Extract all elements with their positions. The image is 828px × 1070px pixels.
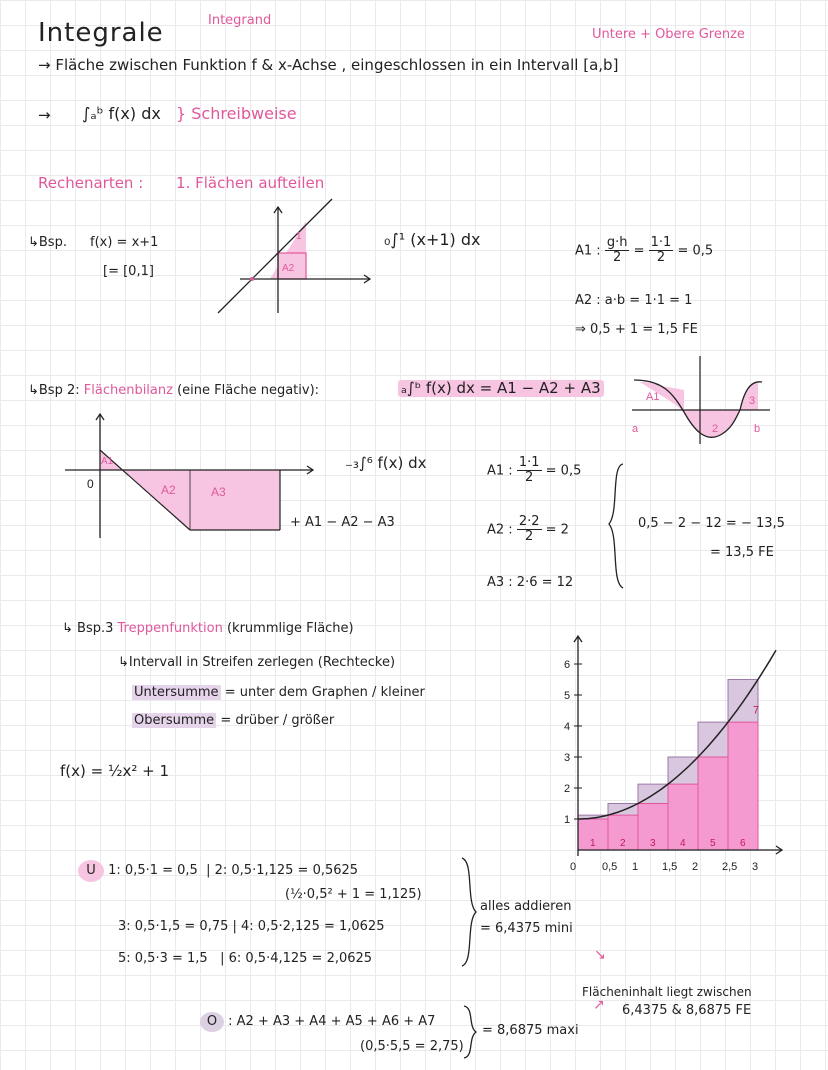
bsp2-title-a: ↳Bsp 2: — [28, 383, 80, 398]
bsp1-a1-frac1: $\frac{g\cdot h}{2}$ — [606, 235, 628, 266]
conclusion-arrow-down: ↘ — [594, 947, 606, 963]
bsp3-step: ↳Intervall in Streifen zerlegen (Rechtecke) — [118, 655, 396, 670]
bsp2-a1: A1 : $\frac{1\cdot 1}{2}$ = 0,5 — [487, 455, 582, 486]
notation-label: } Schreibweise — [176, 104, 297, 123]
integrand-note: Integrand — [208, 13, 272, 28]
obersumme-line: O : A2 + A3 + A4 + A5 + A6 + A7 — [200, 1012, 435, 1032]
bsp2-mini-3: 3 — [749, 395, 756, 407]
bsp1-total: ⇒ 0,5 + 1 = 1,5 FE — [575, 322, 698, 337]
obersumme-brace — [460, 1004, 480, 1060]
obersumme-term: Obersumme — [134, 713, 215, 728]
riemann-sum-chart — [548, 628, 798, 878]
bsp2-result2: = 13,5 FE — [710, 545, 774, 560]
bsp3-function: f(x) = ½x² + 1 — [60, 762, 170, 780]
notation-arrow: → — [38, 106, 51, 124]
bsp1-graph — [210, 195, 380, 320]
definition-text: → Fläche zwischen Funktion f & x-Achse , eingeschlossen in ein Intervall [a,b] — [38, 56, 619, 74]
bsp1-function: f(x) = x+1 — [90, 235, 159, 250]
bsp2-mini-b: b — [754, 423, 761, 435]
bsp1-a2: A2 : a·b = 1·1 = 1 — [575, 293, 693, 308]
page-title: Integrale — [38, 18, 164, 48]
strip-label: 5 — [710, 838, 716, 849]
bsp2-result1: 0,5 − 2 − 12 = − 13,5 — [638, 516, 785, 531]
untersumme-line2: 3: 0,5·1,5 = 0,75 | 4: 0,5·2,125 = 1,0625 — [118, 919, 385, 934]
bsp3-untersumme — [132, 686, 425, 699]
untersumme-term: Untersumme — [134, 685, 219, 700]
bsp2-title — [28, 384, 319, 397]
bsp3-title-b: Treppenfunktion — [117, 621, 223, 636]
bsp2-label-a1: A1 — [101, 456, 114, 467]
bounds-note: Untere + Obere Grenze — [592, 27, 745, 42]
strip-label: 7 — [753, 704, 760, 717]
x-tick-label: 0 — [570, 861, 577, 873]
bsp1-interval: [= [0,1] — [103, 264, 154, 279]
bsp2-mini-2: 2 — [712, 423, 719, 435]
strip-label: 3 — [650, 838, 656, 849]
bsp2-sign-note: + A1 − A2 − A3 — [290, 515, 395, 530]
bsp2-a2: A2 : $\frac{2\cdot 2}{2}$ = 2 — [487, 514, 569, 545]
conclusion-line2: 6,4375 & 8,6875 FE — [622, 1003, 752, 1018]
y-tick-label: 5 — [564, 690, 571, 702]
conclusion-line1: Flächeninhalt liegt zwischen — [582, 985, 752, 999]
x-tick-label: 1 — [632, 861, 639, 873]
bsp2-title-b: Flächenbilanz — [83, 383, 173, 398]
bsp2-mini-a1: A1 — [646, 391, 660, 403]
untersumme-bar — [728, 722, 758, 850]
bsp2-title-c: (eine Fläche negativ): — [177, 383, 320, 398]
obersumme-result: = 8,6875 maxi — [482, 1023, 579, 1038]
bsp2-graph — [65, 410, 325, 540]
bsp1-label: ↳Bsp. — [28, 235, 67, 250]
y-tick-label: 4 — [564, 721, 571, 733]
untersumme-note2: = 6,4375 mini — [480, 921, 573, 936]
obersumme-sub: (0,5·5,5 = 2,75) — [360, 1039, 464, 1054]
bsp2-label-a3: A3 — [211, 485, 226, 499]
bsp1-a1-result: = 0,5 — [677, 243, 714, 259]
bsp1-label-a2: A2 — [282, 263, 295, 274]
y-tick-label: 1 — [564, 814, 571, 826]
x-tick-label: 2,5 — [722, 861, 738, 873]
bsp2-mini-a: a — [632, 423, 639, 435]
untersumme-line3: 5: 0,5·3 = 1,5 | 6: 0,5·4,125 = 2,0625 — [118, 951, 373, 966]
bsp3-obersumme — [132, 714, 334, 727]
untersumme-line1: U 1: 0,5·1 = 0,5 | 2: 0,5·1,125 = 0,5625 — [78, 860, 358, 882]
bsp2-origin: 0 — [87, 477, 94, 491]
untersumme-bar — [698, 757, 728, 850]
bsp1-a1: A1 : $\frac{g\cdot h}{2}$ = $\frac{1\cdot 1}{2}$ = 0,5 — [575, 235, 714, 266]
untersumme-sub: (½·0,5² + 1 = 1,125) — [285, 887, 422, 902]
untersumme-desc: = unter dem Graphen / kleiner — [224, 685, 425, 700]
untersumme-badge: U — [78, 860, 104, 882]
y-tick-label: 2 — [564, 783, 571, 795]
obersumme-desc: = drüber / größer — [220, 713, 335, 728]
strip-label: 4 — [680, 838, 686, 849]
x-tick-label: 0,5 — [602, 861, 618, 873]
bsp1-label-1: 1 — [296, 231, 302, 242]
y-tick-label: 6 — [564, 659, 571, 671]
x-tick-label: 3 — [752, 861, 759, 873]
obersumme-badge: O — [200, 1012, 224, 1032]
bsp2-a3: A3 : 2·6 = 12 — [487, 575, 574, 590]
section1-title-b: 1. Flächen aufteilen — [176, 174, 325, 192]
conclusion-arrow-up: ↗ — [593, 997, 605, 1013]
bsp2-formula: ₐ∫ᵇ f(x) dx = A1 − A2 + A3 — [398, 380, 604, 397]
x-tick-label: 2 — [692, 861, 699, 873]
x-tick-label: 1,5 — [662, 861, 678, 873]
strip-label: 6 — [740, 838, 746, 849]
untersumme-brace — [458, 856, 480, 968]
untersumme-note1: alles addieren — [480, 899, 572, 914]
bsp1-integral: ₀∫¹ (x+1) dx — [384, 230, 481, 249]
strip-label: 2 — [620, 838, 626, 849]
bsp3-title-a: ↳ Bsp.3 — [62, 621, 114, 636]
section1-title-a: Rechenarten : — [38, 174, 144, 192]
bsp2-brace — [605, 462, 635, 592]
strip-label: 1 — [590, 838, 596, 849]
bsp2-integral: ₋₃∫⁶ f(x) dx — [345, 454, 427, 472]
bsp1-a1-frac2: $\frac{1\cdot 1}{2}$ — [650, 235, 672, 266]
notation-formula: ∫ₐᵇ f(x) dx — [82, 104, 161, 123]
y-tick-label: 3 — [564, 752, 571, 764]
bsp3-title-c: (krummlige Fläche) — [226, 621, 354, 636]
bsp3-title — [62, 622, 354, 635]
bsp2-label-a2: A2 — [161, 483, 176, 497]
bsp1-a1-label: A1 : — [575, 243, 601, 259]
bsp2-mini-graph — [632, 352, 772, 447]
